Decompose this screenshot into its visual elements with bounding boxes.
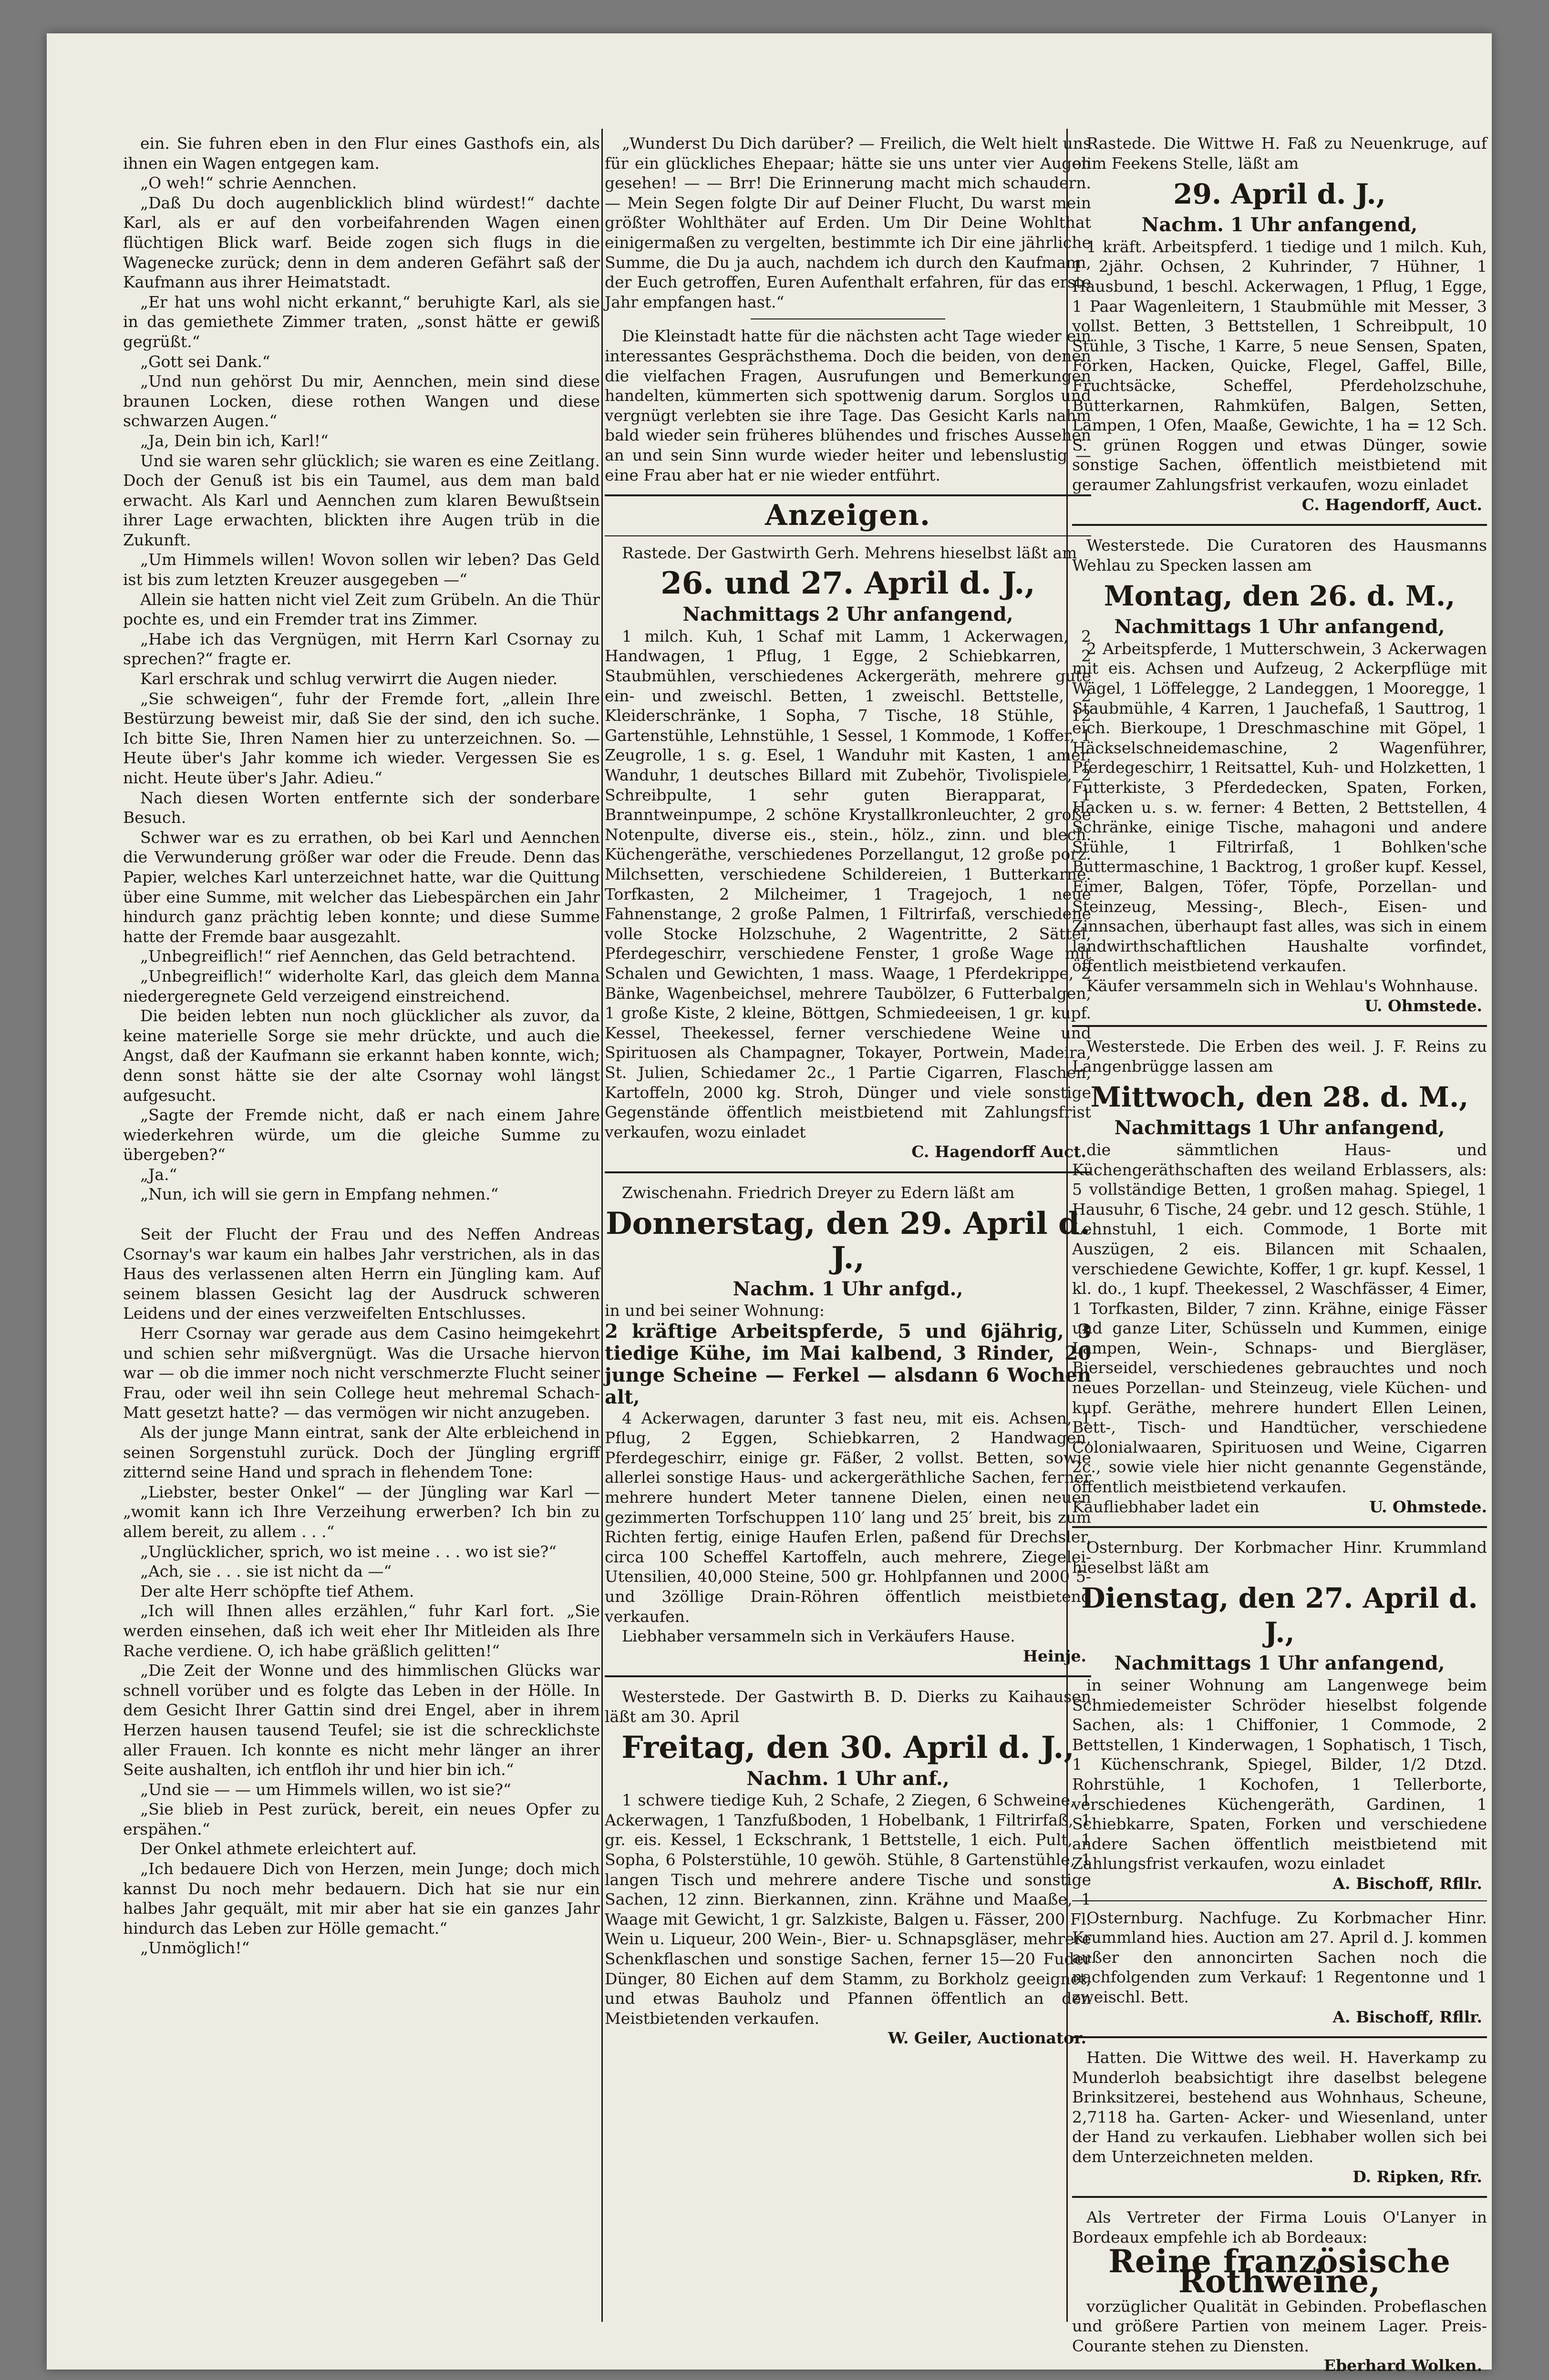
divider bbox=[1072, 1526, 1487, 1528]
ad-place: in und bei seiner Wohnung: bbox=[605, 1301, 825, 1320]
right-column bbox=[1072, 133, 1487, 2375]
story-paragraph: „Habe ich das Vergnügen, mit Herrn Karl Csornay zu sprechen?“ fragte er. bbox=[123, 629, 600, 668]
ad-intro: Rastede. Der Gastwirth Gerh. Mehrens hieselbst läßt am bbox=[622, 543, 1077, 562]
story-paragraph: „Ich will Ihnen alles erzählen,“ fuhr Karl fort. „Sie werden einsehen, daß ich weit eher Ihr Mitleiden als Ihre Rache verdiene. O, ich habe gräßlich gelitten!“ bbox=[123, 1601, 600, 1660]
story-paragraph: „Daß Du doch augenblicklich blind würdest!“ dachte Karl, als er auf den vorbeifahrenden Wagen einen flüchtigen Blick warf. Beide zogen sich flugs in die Wagenecke zurück; denn in dem anderen Gefährt saß der Kaufmann aus ihrer Heimatstadt. bbox=[123, 193, 600, 292]
story-paragraph: Der Onkel athmete erleichtert auf. bbox=[140, 1839, 417, 1858]
ad-intro: Westerstede. Die Curatoren des Hausmanns Wehlau zu Specken lassen am bbox=[1072, 536, 1487, 574]
ad-signature: C. Hagendorff Auct. bbox=[911, 1142, 1086, 1161]
divider bbox=[1072, 1025, 1487, 1027]
ad-time: Nachm. 1 Uhr anfangend, bbox=[1141, 214, 1418, 236]
ad-time: Nachm. 1 Uhr anf., bbox=[746, 1767, 950, 1790]
story-paragraph: „Er hat uns wohl nicht erkannt,“ beruhigte Karl, als sie in das gemiethete Zimmer traten, „sonst hätte er gewiß gegrüßt.“ bbox=[123, 292, 600, 351]
story-paragraph: „Nun, ich will sie gern in Empfang nehmen.“ bbox=[140, 1185, 499, 1204]
ad-time: Nachmittags 1 Uhr anfangend, bbox=[1114, 1652, 1445, 1675]
story-column bbox=[123, 133, 600, 2312]
divider bbox=[751, 318, 945, 319]
story-paragraph: Karl erschrak und schlug verwirrt die Augen nieder. bbox=[140, 669, 558, 688]
story-paragraph: „Und sie — — um Himmels willen, wo ist sie?“ bbox=[140, 1780, 511, 1799]
story-paragraph: „Liebster, bester Onkel“ — der Jüngling war Karl — „womit kann ich Ihre Verzeihung erwerben? Ich bin zu allem bereit, zu allem . . .“ bbox=[123, 1482, 600, 1541]
newspaper-page bbox=[47, 33, 1492, 2375]
ad-date: Dienstag, den 27. April d. J., bbox=[1081, 1582, 1478, 1649]
ad-body: vorzüglicher Qualität in Gebinden. Probeflaschen und größere Partien von meinem Lager. Preis-Courante stehen zu Diensten. bbox=[1072, 2297, 1487, 2355]
ad-footer bbox=[1072, 1497, 1487, 1517]
ad-signature: U. Ohmstede. bbox=[1369, 1497, 1487, 1516]
ad-signature: D. Ripken, Rfr. bbox=[1353, 2167, 1482, 2186]
divider bbox=[605, 1171, 1091, 1173]
ad-intro: Westerstede. Die Erben des weil. J. F. Reins zu Langenbrügge lassen am bbox=[1072, 1037, 1487, 1076]
ad-signature: Eberhard Wolken. bbox=[1323, 2356, 1482, 2375]
divider bbox=[1072, 2036, 1487, 2038]
ad-date: Montag, den 26. d. M., bbox=[1104, 580, 1456, 613]
divider bbox=[1072, 524, 1487, 526]
ad-signature: U. Ohmstede. bbox=[1364, 996, 1482, 1015]
divider bbox=[605, 494, 1091, 496]
ad-closing: Kaufliebhaber ladet ein bbox=[1072, 1497, 1260, 1516]
story-paragraph: „Sagte der Fremde nicht, daß er nach einem Jahre wiederkehren würde, um die gleiche Summe zu übergeben?“ bbox=[123, 1106, 600, 1164]
ad-headline: Reine französische Rothweine, bbox=[1108, 2243, 1451, 2300]
divider bbox=[1072, 1900, 1487, 1901]
ad-time: Nachmittags 2 Uhr anfangend, bbox=[682, 603, 1013, 626]
story-paragraph: „Und nun gehörst Du mir, Aennchen, mein sind diese braunen Locken, diese rothen Wangen und diese schwarzen Augen.“ bbox=[123, 372, 600, 431]
ad-intro: Rastede. Die Wittwe H. Faß zu Neuenkruge, auf olim Feekens Stelle, läßt am bbox=[1072, 134, 1487, 173]
ad-body: 1 schwere tiedige Kuh, 2 Schafe, 2 Ziegen, 6 Schweine, 1 Ackerwagen, 1 Tanzfußboden, 1 Hobelbank, 1 Filtrirfaß, 1 gr. eis. Kessel, 1 Eckschrank, 1 Bettstelle, 1 eich. Pult, 1 Sopha, 6 Polsterstühle, 10 gewöh. Stühle, 8 Gartenstühle, 1 langen Tisch und mehrere andere Tische und sonstige Sachen, 12 zinn. Bierkannen, zinn. Krähne und Maaße, 1 Waage mit Gewicht, 1 gr. Salzkiste, Balgen u. Fässer, 200 Fl. Wein u. Liqueur, 200 Wein-, Bier- u. Schnapsgläser, mehrere Schenkflaschen und sonstige Sachen, ferner 15—20 Fuder Dünger, 80 Eichen auf dem Stamm, zu Borkholz geeignet, und etwas Bauholz und Pfannen öffentlich an den Meistbietenden verkaufen. bbox=[605, 1791, 1091, 2028]
ad-date: Freitag, den 30. April d. J., bbox=[621, 1729, 1074, 1765]
story-paragraph: Schwer war es zu errathen, ob bei Karl und Aennchen die Verwunderung größer war oder die Freude. Denn das Papier, welches Karl unterzeichnet hatte, war die Quittung über eine Summe, mit welcher das Liebespärchen ein Jahr hindurch ganz prächtig leben konnte; und diese Summe hatte der Fremde baar ausgezahlt. bbox=[123, 828, 600, 946]
ad-highlight: 2 kräftige Arbeitspferde, 5 und 6jährig, 3 tiedige Kühe, im Mai kalbend, 3 Rinder, 20 junge Scheine — Ferkel — alsdann 6 Wochen alt, bbox=[605, 1320, 1091, 1408]
ad-signature: A. Bischoff, Rfllr. bbox=[1332, 2007, 1482, 2026]
story-paragraph: „Sie schweigen“, fuhr der Fremde fort, „allein Ihre Bestürzung beweist mir, daß Sie der sind, den ich suche. Ich bitte Sie, Ihren Namen hier zu unterzeichnen. So. — Heute über's Jahr komme ich wieder. Vergessen Sie es nicht. Heute über's Jahr. Adieu.“ bbox=[123, 689, 600, 787]
ad-body: 2 Arbeitspferde, 1 Mutterschwein, 3 Ackerwagen mit eis. Achsen und Aufzeug, 2 Ackerpflüge mit Wägel, 1 Löffelegge, 2 Landeggen, 1 Mooregge, 1 Staubmühle, 4 Karren, 1 Jauchefaß, 1 Sauttrog, 1 eich. Bierkoupe, 1 Dreschmaschine mit Göpel, 1 Häckselschneidemaschine, 2 Wagenführer, Pferdegeschirr, 1 Reitsattel, Kuh- und Holzketten, 1 Futterkiste, 3 Pferdedecken, Spaten, Forken, Hacken u. s. w. ferner: 4 Betten, 2 Bettstellen, 4 Schränke, einige Tische, mahagoni und andere Stühle, 1 Filtrirfaß, 1 Bohlken'sche Buttermaschine, 1 Backtrog, 1 großer kupf. Kessel, Eimer, Balgen, Töfer, Töpfe, Porzellan- und Steinzeug, Messing-, Blech-, Eisen- und Zinnsachen, überhaupt fast alles, was sich in einem landwirthschaftlichen Haushalte vorfindet, öffentlich meistbietend verkaufen. bbox=[1072, 639, 1487, 975]
ad-osternburg-nachfuge bbox=[1072, 1908, 1487, 2027]
ad-westerstede-reins bbox=[1072, 1036, 1487, 1517]
ad-intro: Als Vertreter der Firma Louis O'Lanyer in Bordeaux empfehle ich ab Bordeaux: bbox=[1072, 2208, 1487, 2247]
story-paragraph: Und sie waren sehr glücklich; sie waren es eine Zeitlang. Doch der Genuß ist bis ein Taumel, aus dem man bald erwacht. Als Karl und Aennchen zum klaren Bewußtsein ihrer Lage erwachten, blickten ihre Augen trüb in die Zukunft. bbox=[123, 451, 600, 549]
ad-date: Donnerstag, den 29. April d. J., bbox=[605, 1205, 1091, 1276]
story-paragraph: Seit der Flucht der Frau und des Neffen Andreas Csornay's war kaum ein halbes Jahr verstrichen, als in das Haus des verlassenen alten Herrn ein Jüngling kam. Auf seinem blassen Gesicht lag der Ausdruck schweren Leidens und der eines verzweifelten Entschlusses. bbox=[123, 1225, 600, 1323]
story-paragraph: ein. Sie fuhren eben in den Flur eines Gasthofs ein, als ihnen ein Wagen entgegen kam. bbox=[123, 134, 600, 173]
story-paragraph: Als der junge Mann eintrat, sank der Alte erbleichend in seinen Sorgenstuhl zurück. Doch der Jüngling ergriff zitternd seine Hand und sprach in flehendem Tone: bbox=[123, 1423, 600, 1482]
ad-time: Nachmittags 1 Uhr anfangend, bbox=[1114, 1117, 1445, 1139]
ad-body: die sämmtlichen Haus- und Küchengeräthschaften des weiland Erblassers, als: 5 vollständige Betten, 1 großen mahag. Spiegel, 1 Hausuhr, 6 Tische, 24 gebr. und 12 gesch. Stühle, 1 Lehnstuhl, 1 eich. Commode, 1 Borte mit Auszügen, 2 eis. Bilancen mit Schaalen, verschiedene Gewichte, Koffer, 1 gr. kupf. Kessel, 1 kl. do., 1 kupf. Theekessel, 2 Waschfässer, 4 Eimer, 1 Torfkasten, Bilder, 7 zinn. Krähne, einige Fässer und ganze Liter, Schüsseln und Kummen, einige Lampen, Wein-, Schnaps- und Biergläser, Bierseidel, verschiedenes gebrauchtes und noch neues Porzellan- und Steinzeug, viele Küchen- und kupf. Geräthe, mehrere hundert Ellen Leinen, Bett-, Tisch- und Handtücher, verschiedene Colonialwaaren, Spirituosen und Weine, Cigarren 2c., sowie viele hier nicht genannte Gegenstände, öffentlich meistbietend verkaufen. bbox=[1072, 1140, 1487, 1497]
story-paragraph: „O weh!“ schrie Aennchen. bbox=[140, 174, 357, 193]
story-paragraph: „Gott sei Dank.“ bbox=[140, 352, 270, 371]
divider bbox=[605, 535, 1091, 536]
ad-rastede-mehrens bbox=[605, 543, 1091, 1162]
ad-bordeaux-wine bbox=[1072, 2207, 1487, 2376]
ad-closing: Käufer versammeln sich in Wehlau's Wohnhause. bbox=[1086, 976, 1478, 995]
story-paragraph: Die Kleinstadt hatte für die nächsten acht Tage wieder ein interessantes Gesprächsthema. Doch die beiden, von denen die vielfachen Fragen, Ausrufungen und Bemerkungen handelten, kümmerten sich spottwenig darum. Sorglos und vergnügt verlebten sie ihre Tage. Das Gesicht Karls nahm bald wieder sein früheres blühendes und frisches Aussehen an und sein Sinn wurde wieder heiter und lebenslustig — eine Frau aber hat er nie wieder entführt. bbox=[605, 327, 1091, 484]
ad-time: Nachm. 1 Uhr anfgd., bbox=[733, 1277, 963, 1300]
story-paragraph: Die beiden lebten nun noch glücklicher als zuvor, da keine materielle Sorge sie mehr drückte, und auch die Angst, daß der Kaufmann sie erkannt haben konnte, wich; denn sonst hätte sie der alte Csornay wohl längst aufgesucht. bbox=[123, 1006, 600, 1105]
ad-intro: Osternburg. Der Korbmacher Hinr. Krummland hieselbst läßt am bbox=[1072, 1538, 1487, 1577]
story-paragraph: „Die Zeit der Wonne und des himmlischen Glücks war schnell vorüber und es folgte das Leben in der Hölle. In dem Gesicht Ihrer Gattin sind drei Engel, aber in ihrem Herzen hausen tausend Teufel; sie ist die schrecklichste aller Frauen. Ich konnte es nicht mehr länger an ihrer Seite aushalten, ich entfloh ihr und hier bin ich.“ bbox=[123, 1661, 600, 1779]
ad-zwischenahn-dreyer bbox=[605, 1183, 1091, 1666]
story-paragraph: „Wunderst Du Dich darüber? — Freilich, die Welt hielt uns für ein glückliches Ehepaar; hätte sie uns unter vier Augen gesehen! — — Brr! Die Erinnerung macht mich schaudern. — Mein Segen folgte Dir auf Deiner Flucht, Du warst mein größter Wohlthäter auf Erden. Um Dir Deine Wohlthat einigermaßen zu vergelten, bestimmte ich Dir eine jährliche Summe, die Du ja auch, nachdem ich durch den Kaufmann, der Euch getroffen, Euren Aufenthalt erfahren, für das erste Jahr empfangen hast.“ bbox=[605, 134, 1091, 311]
story-paragraph: „Ja, Dein bin ich, Karl!“ bbox=[140, 431, 329, 450]
ad-intro: Zwischenahn. Friedrich Dreyer zu Edern läßt am bbox=[622, 1183, 1015, 1202]
ad-intro: Westerstede. Der Gastwirth B. D. Dierks zu Kaihausen läßt am 30. April bbox=[605, 1687, 1091, 1726]
story-paragraph: „Um Himmels willen! Wovon sollen wir leben? Das Geld ist bis zum letzten Kreuzer ausgegeben —“ bbox=[123, 550, 600, 589]
ad-body: in seiner Wohnung am Langenwege beim Schmiedemeister Schröder hieselbst folgende Sachen, als: 1 Chiffonier, 1 Commode, 2 Bettstellen, 1 Kinderwagen, 1 Sophatisch, 1 Tisch, 1 Küchenschrank, Spiegel, Bilder, 1/2 Dtzd. Rohrstühle, 1 Kochofen, 1 Tellerborte, verschiedenes Küchengeräth, Gardinen, 1 Schiebkarre, Spaten, Forken und verschiedene andere Sachen öffentlich meistbietend mit Zahlungsfrist verkaufen, wozu einladet bbox=[1072, 1676, 1487, 1873]
ad-date: 26. und 27. April d. J., bbox=[661, 565, 1035, 602]
ad-osternburg-krummland bbox=[1072, 1538, 1487, 1893]
ad-text: Osternburg. Nachfuge. Zu Korbmacher Hinr. Krummland hies. Auction am 27. April d. J. kommen außer den annoncirten Sachen noch die nachfolgenden zum Verkauf: 1 Regentonne und 1 zweischl. Bett. bbox=[1072, 1908, 1487, 2006]
ad-signature: W. Geiler, Auctionator. bbox=[888, 2029, 1086, 2048]
story-paragraph: „Ja.“ bbox=[140, 1165, 177, 1184]
ad-closing: Liebhaber versammeln sich in Verkäufers Hause. bbox=[622, 1627, 1015, 1646]
story-paragraph: Nach diesen Worten entfernte sich der sonderbare Besuch. bbox=[123, 788, 600, 827]
ad-westerstede-wehlau bbox=[1072, 535, 1487, 1016]
story-paragraph: „Ach, sie . . . sie ist nicht da —“ bbox=[140, 1562, 392, 1581]
ad-rastede-fass bbox=[1072, 133, 1487, 514]
ad-body: 1 milch. Kuh, 1 Schaf mit Lamm, 1 Ackerwagen, 2 Handwagen, 1 Pflug, 1 Egge, 2 Schiebkarren, 2 Staubmühlen, verschiedenes Ackergeräth, mehrere gute ein- und zweischl. Betten, 1 zweischl. Bettstelle, 2 Kleiderschränke, 1 Sopha, 7 Tische, 18 Stühle, 12 Gartenstühle, Lehnstühle, 1 Sessel, 1 Kommode, 1 Koffer, 1 Zeugrolle, 1 s. g. Esel, 1 Wanduhr mit Kasten, 1 amer. Wanduhr, 1 deutsches Billard mit Zubehör, Tivolispiele, 2 Schreibpulte, 1 sehr guten Bierapparat, 1 Branntweinpumpe, 2 schöne Krystallkronleuchter, 2 große Notenpulte, diverse eis., stein., hölz., zinn. und blech. Küchengeräthe, verschiedenes Porzellangut, 12 große porz. Milchsetten, verschiedene Schildereien, 1 Butterkarne. Torfkasten, 2 Milcheimer, 1 Tragejoch, 1 neue Fahnenstange, 2 große Palmen, 1 Filtrirfaß, verschiedene volle Stocke Holzschuhe, 2 Wagentritte, 2 Sättel, Pferdegeschirr, verschiedene Fenster, 1 große Wage mit Schalen und Gewichten, 1 mass. Waage, 1 Pferdekrippe, 2 Bänke, Wagenbeichsel, mehrere Taubölzer, 6 Futterbalgen, 1 große Kiste, 2 kleine, Böttgen, Schmiedeeisen, 1 gr. kupf. Kessel, Theekessel, ferner verschiedene Weine und Spirituosen als Champagner, Tokayer, Portwein, Madeira, St. Julien, Schiedamer 2c., 1 Partie Cigarren, Flaschen, Kartoffeln, 2000 kg. Stroh, Dünger und viele sonstige Gegenstände öffentlich meistbietend mit Zahlungsfrist verkaufen, wozu einladet bbox=[605, 626, 1091, 1141]
column-rule-1 bbox=[601, 129, 603, 2322]
story-paragraph: „Unbegreiflich!“ widerholte Karl, das gleich dem Manna niedergeregnete Geld verzeigend einstreichend. bbox=[123, 966, 600, 1005]
story-paragraph: Allein sie hatten nicht viel Zeit zum Grübeln. An die Thür pochte es, und ein Fremder trat ins Zimmer. bbox=[123, 590, 600, 629]
section-title: Anzeigen. bbox=[765, 499, 931, 533]
ad-body: 1 kräft. Arbeitspferd. 1 tiedige und 1 milch. Kuh, 1 2jähr. Ochsen, 2 Kuhrinder, 7 Hühner, 1 Hausbund, 1 beschl. Ackerwagen, 1 Pflug, 1 Egge, 1 Paar Wagenleitern, 1 Staubmühle mit Messer, 3 vollst. Betten, 3 Bettstellen, 1 Schreibpult, 10 Stühle, 3 Tische, 1 Karre, 5 neue Sensen, Spaten, Forken, Hacken, Quicke, Flegel, Gaffel, Bille, Fruchtsäcke, Scheffel, Pferdeholzschuhe, Butterkarnen, Rahmküfen, Balgen, Setten, Lampen, 1 Ofen, Maaße, Gewichte, 1 ha = 12 Sch. S. grünen Roggen und etwas Dünger, sowie sonstige Sachen, öffentlich meistbietend mit geraumer Zahlungsfrist verkaufen, wozu einladet bbox=[1072, 237, 1487, 494]
divider bbox=[1072, 2196, 1487, 2198]
ad-signature: Heinje. bbox=[1022, 1646, 1086, 1665]
ad-body: 4 Ackerwagen, darunter 3 fast neu, mit eis. Achsen, 1 Pflug, 2 Eggen, Schiebkarren, 2 Handwagen, Pferdegeschirr, einige gr. Fäßer, 2 vollst. Betten, sowie allerlei sonstige Haus- und ackergeräthliche Sachen, ferner mehrere hundert Meter tannene Dielen, einen neuen gezimmerten Torfschuppen 110′ lang und 25′ breit, bis zum Richten fertig, einige Haufen Erlen, paßend für Drechsler, circa 100 Scheffel Kartoffeln, auch mehrere, Ziegelei-Utensilien, 40,000 Steine, 500 gr. Hohlpfannen und 2000 5- und 3zöllige Drain-Röhren öffentlich meistbietend verkaufen. bbox=[605, 1408, 1091, 1626]
story-paragraph: Herr Csornay war gerade aus dem Casino heimgekehrt und schien sehr mißvergnügt. Was die Ursache hiervon war — ob die immer noch nicht verschmerzte Flucht seiner Frau, oder weil ihn sein College heut mehremal Schach-Matt gesetzt hatte? — das vermögen wir nicht anzugeben. bbox=[123, 1324, 600, 1422]
ad-hatten-haverkamp bbox=[1072, 2048, 1487, 2186]
story-paragraph: „Unbegreiflich!“ rief Aennchen, das Geld betrachtend. bbox=[140, 947, 576, 966]
story-paragraph: „Unmöglich!“ bbox=[140, 1939, 250, 1958]
ad-date: 29. April d. J., bbox=[1173, 178, 1386, 211]
ad-date: Mittwoch, den 28. d. M., bbox=[1090, 1081, 1469, 1114]
story-paragraph: Der alte Herr schöpfte tief Athem. bbox=[140, 1581, 414, 1600]
story-paragraph: „Ich bedauere Dich von Herzen, mein Junge; doch mich kannst Du noch mehr bedauern. Dich hat sie nur ein halbes Jahr gequält, mit mir aber hat sie ein ganzes Jahr hindurch das Leben zur Hölle gemacht.“ bbox=[123, 1859, 600, 1938]
ad-time: Nachmittags 1 Uhr anfangend, bbox=[1114, 616, 1445, 638]
story-paragraph: „Unglücklicher, sprich, wo ist meine . . . wo ist sie?“ bbox=[140, 1542, 557, 1561]
divider bbox=[605, 1675, 1091, 1677]
ad-signature: C. Hagendorff, Auct. bbox=[1301, 495, 1482, 514]
middle-column bbox=[605, 133, 1091, 2327]
ad-westerstede-dierks bbox=[605, 1687, 1091, 2048]
ad-text: Hatten. Die Wittwe des weil. H. Haverkamp zu Munderloh beabsichtigt ihre daselbst belegene Brinksitzerei, bestehend aus Wohnhaus, Scheune, 2,7118 ha. Garten- Acker- und Wiesenland, unter der Hand zu verkaufen. Liebhaber wollen sich bei dem Unterzeichneten melden. bbox=[1072, 2048, 1487, 2166]
story-paragraph: „Sie blieb in Pest zurück, bereit, ein neues Opfer zu erspähen.“ bbox=[123, 1800, 600, 1838]
ad-signature: A. Bischoff, Rfllr. bbox=[1332, 1874, 1482, 1893]
